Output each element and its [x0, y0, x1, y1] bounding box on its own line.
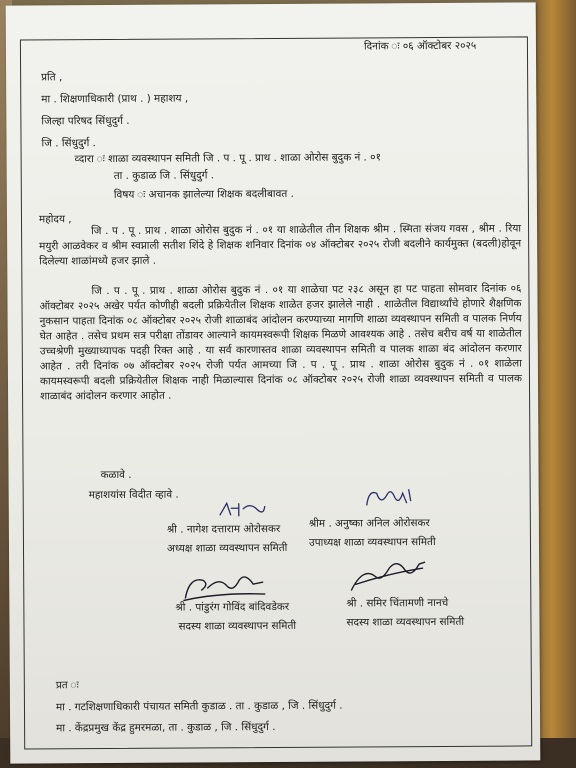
via-line-2: ता . कुडाळ जि . सिंधुदुर्ग .	[113, 169, 215, 182]
signature-president	[217, 500, 267, 520]
signatory-2-name: श्रीम . अनुष्का अनिल ओरोसकर	[308, 517, 430, 530]
signatory-1-name: श्री . नागेश दत्ताराम ओरोसकर	[166, 522, 281, 536]
closing-line-2: महाशयांस विदीत व्हावे .	[88, 488, 179, 502]
background-right	[536, 0, 576, 768]
recipient-line-3: जि . सिंधुदुर्ग .	[41, 137, 96, 150]
to-label: प्रति ,	[41, 71, 63, 84]
letter-sheet	[6, 2, 541, 763]
signatory-3-name: श्री . पांडुरंग गोविंद बांदिवडेकर	[175, 600, 290, 614]
signature-member-1	[179, 570, 269, 605]
copies-label: प्रत ः	[55, 679, 79, 692]
signatory-4-role: सदस्य शाळा व्यवस्थापन समिती	[346, 615, 465, 629]
signatory-3-role: सदस्य शाळा व्यवस्थापन समिती	[178, 619, 297, 633]
signatory-2-role: उपाध्यक्ष शाळा व्यवस्थापन समिती	[308, 536, 436, 549]
subject-line: विषय ः अचानक झालेल्या शिक्षक बदलीबावत .	[113, 187, 294, 201]
paragraph-1: जि . प . पू . प्राथ . शाळा ओरोस बुदुक नं . ०१ या शाळेतील तीन शिक्षक श्रीम . स्मिता संजय गवस , श्रीम . रिया मयुरी आळवेकर व श्रीम स्वप्नाली सतीश शिंदे हे शिक्षक शनिवार दिनांक ०४ ऑक्टोबर २०२५ रोजी बदलीने कार्यमुक्त (बदली)होवून दिलेल्या शाळांमध्ये हजर झाले .	[39, 222, 522, 268]
signatory-4-name: श्री . समिर चिंतामणी नानचे	[346, 596, 449, 610]
letter-date: दिनांक ः ०६ ऑक्टोबर २०२५	[363, 39, 477, 53]
salutation: महोदय ,	[38, 213, 72, 226]
signature-vice-president	[363, 483, 419, 511]
via-line-1: व्दारा ः शाळा व्यवस्थापन समिती जि . प . पू . प्राथ . शाळा ओरोस बुदुक नं . ०१	[74, 151, 381, 166]
signature-member-2	[345, 556, 429, 597]
paragraph-2: जि . प . पू . प्राथ . शाळा ओरोस बुदुक नं . ०१ या शाळेचा पट २३८ असून हा पट पाहता सोमवार दिनांक ०६ ऑक्टोबर २०२५ अखेर पर्यत कोणीही बदली प्रक्रियेतील शिक्षक शाळेत हजर झालेले नाही . शाळेतील विद्यार्थ्यांचे होणारे शैक्षणिक नुकसान पाहता दिनांक ०८ ऑक्टोबर २०२५ रोजी शाळाबंद आंदोलन करण्याच्या मागणि शाळा व्यवस्थापन समिती व पालक निर्णय घेत आहेत . तसेच प्रथम सत्र परीक्षा तोंडावर आल्याने कायमस्वरूपी शिक्षक मिळणे आवश्यक आहे . तसेच बरीच वर्ष या शाळेतील उच्चश्रेणी मुख्याध्यापक पदही रिक्त आहे . या सर्व कारणास्तव शाळा व्यवस्थापन समिती व पालक शाळा बंद आंदोलन करणार आहेत . तरी दिनांक ०७ ऑक्टोबर २०२५ रोजी पर्यत आमच्या जि . प . पू . प्राथ . शाळा ओरोस बुदुक नं . ०१ शाळेला कायमस्वरूपी बदली प्रक्रियेतील शिक्षक नाही मिळाल्यास दिनांक ०८ ऑक्टोबर २०२५ रोजी शाळा व्यवस्थापन समिती व पालक शाळाबंद आंदोलन करणार आहोत .	[39, 282, 523, 403]
closing-line-1: कळावे .	[100, 468, 132, 482]
copy-line-1: मा . गटशिक्षणाधिकारी पंचायत समिती कुडाळ . ता . कुडाळ , जि . सिंधुदुर्ग .	[55, 699, 343, 714]
copy-line-2: मा . केंद्रप्रमुख केंद्र हुमरमळा, ता . कुडाळ , जि . सिंधुदुर्ग .	[56, 720, 276, 735]
recipient-line-2: जिल्हा परिषद सिंधुदुर्ग .	[41, 114, 130, 128]
recipient-line-1: मा . शिक्षणाधिकारी (प्राथ . ) महाशय ,	[41, 92, 189, 106]
signatory-1-role: अध्यक्ष शाळा व्यवस्थापन समिती	[166, 541, 288, 555]
